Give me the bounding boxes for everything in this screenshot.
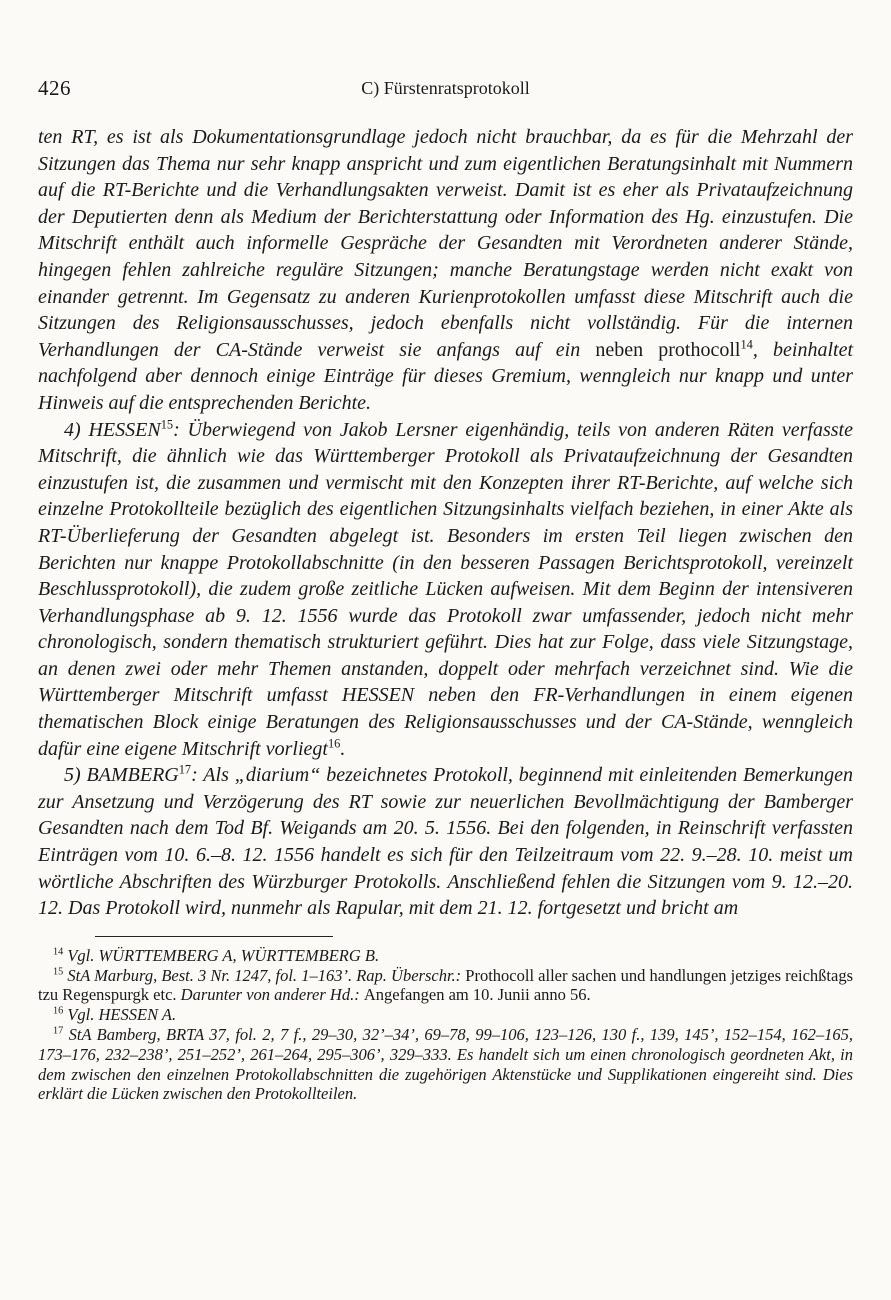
text-segment: StA Bamberg, BRTA 37, fol. 2, 7 f., 29–30, 32’–34’, 69–78, 99–106, 123–126, 130 f., 139, 145’, 152–154, 162–165, 173–176, 232–238’, 251–252’, 261–264, 295–306’, 329–333. Es handelt sich um einen chronologisch geordneten Akt, in dem zwischen den einzelnen Protokollabschnitten die zugehörigen Aktenstücke und Supplikationen eingereiht sind. Dies erklärt die Lücken zwischen den Protokollteilen. [38, 1025, 854, 1104]
footnote-marker: 14 [53, 946, 64, 958]
text-segment: : Als „diarium“ bezeichnetes Protokoll, beginnend mit einleitenden Bemerkungen zur Ansetzung und Verzögerung des RT sowie zur neuerlichen Bevollmächtigung der Bamberger Gesandten nach dem Tod Bf. Weigands am 20. 5. 1556. Bei den folgenden, in Reinschrift verfassten Einträgen vom 10. 6.–8. 12. 1556 handelt es sich für den Teilzeitraum vom 22. 9.–28. 10. meist um wörtliche Abschriften des Würzburger Protokolls. Anschließend fehlen die Sitzungen vom 9. 12.–20. 12. Das Protokoll wird, nunmehr als Rapular, mit dem 21. 12. fortgesetzt und bricht am [38, 764, 853, 920]
footnote [38, 1005, 853, 1025]
text-segment: Prothocoll aller sachen und handlungen jetziges reichßtags tzu Regenspurgk etc. [38, 965, 853, 1005]
footnote-marker: 16 [53, 1005, 64, 1017]
footnote [38, 966, 853, 1006]
page-number: 426 [38, 76, 71, 100]
footnote-rule [95, 936, 333, 937]
text-segment: Vgl. WÜRTTEMBERG A, WÜRTTEMBERG B. [67, 945, 380, 965]
text-segment: Darunter von anderer Hd.: [180, 985, 364, 1005]
text-segment: Angefangen am 10. Junii anno 56. [363, 985, 591, 1005]
paragraph [38, 762, 853, 922]
footnote-ref: 16 [327, 736, 341, 750]
footnote-ref: 17 [178, 762, 192, 777]
footnote [38, 1025, 853, 1104]
footnote-ref: 15 [160, 416, 174, 431]
footnote-marker: 17 [53, 1025, 64, 1037]
text-segment: StA Marburg, Best. 3 Nr. 1247, fol. 1–163’. Rap. Überschr.: [67, 965, 466, 985]
text-segment: 4) HESSEN [64, 418, 161, 441]
footnotes-block [38, 946, 853, 1104]
paragraph [38, 124, 853, 417]
text-segment: Vgl. HESSEN A. [67, 1005, 177, 1025]
text-segment: 5) BAMBERG [64, 764, 179, 787]
footnote-ref: 14 [740, 337, 753, 352]
text-segment: ten RT, es ist als Dokumentationsgrundlage jedoch nicht brauchbar, da es für die Mehrzahl der Sitzungen das Thema nur sehr knapp anspricht und zum eigentlichen Beratungsinhalt mit Nummern auf die RT-Berichte und die Verhandlungsakten verweist. Damit ist es eher als Privataufzeichnung der Deputierten denn als Medium der Berichterstattung oder Information des Hg. einzustufen. Die Mitschrift enthält auch informelle Gespräche der Gesandten mit Verordneten anderer Stände, hingegen fehlen zahlreiche reguläre Sitzungen; manche Beratungstage werden nicht exakt von einander getrennt. Im Gegensatz zu anderen Kurienprotokollen umfasst diese Mitschrift auch die Sitzungen des Religionsausschusses, jedoch ebenfalls nicht vollständig. Für die internen Verhandlungen der CA-Stände verweist sie anfangs auf ein [38, 126, 853, 361]
text-segment: neben prothocoll [595, 338, 741, 361]
page-header [38, 76, 853, 104]
footnote [38, 946, 853, 966]
text-segment: . [340, 737, 346, 760]
footnote-marker: 15 [53, 966, 64, 978]
paragraph [38, 417, 853, 763]
text-segment: , beinhaltet nachfolgend aber dennoch einige Einträge für dieses Gremium, wenngleich nur knapp und unter Hinweis auf die entsprechenden Berichte. [38, 338, 853, 414]
body-text [38, 124, 853, 922]
running-head: C) Fürstenratsprotokoll [361, 78, 530, 98]
text-segment: : Überwiegend von Jakob Lersner eigenhändig, teils von anderen Räten verfasste Mitschrift, die ähnlich wie das Württemberger Protokoll als Privataufzeichnung der Gesandten einzustufen ist, die zusammen und vermischt mit den Konzepten ihrer RT-Berichte, auf welche sich einzelne Protokollteile bezüglich des eigentlichen Sitzungsinhalts vielfach beziehen, in einer Akte als RT-Überlieferung der Gesandten abgelegt ist. Besonders im ersten Teil liegen zwischen den Berichten nur knappe Protokollabschnitte (in den besseren Passagen Berichtsprotokoll, vereinzelt Beschlussprotokoll), die zudem große zeitliche Lücken aufweisen. Mit dem Beginn der intensiveren Verhandlungsphase ab 9. 12. 1556 wurde das Protokoll zwar umfassender, jedoch nicht mehr chronologisch, sondern thematisch strukturiert geführt. Dies hat zur Folge, dass viele Sitzungstage, an denen zwei oder mehr Themen anstanden, doppelt oder mehrfach verzeichnet sind. Wie die Württemberger Mitschrift umfasst HESSEN neben den FR-Verhandlungen in einem eigenen thematischen Block einige Beratungen des Religionsausschusses und der CA-Stände, wenngleich dafür eine eigene Mitschrift vorliegt [38, 418, 853, 760]
